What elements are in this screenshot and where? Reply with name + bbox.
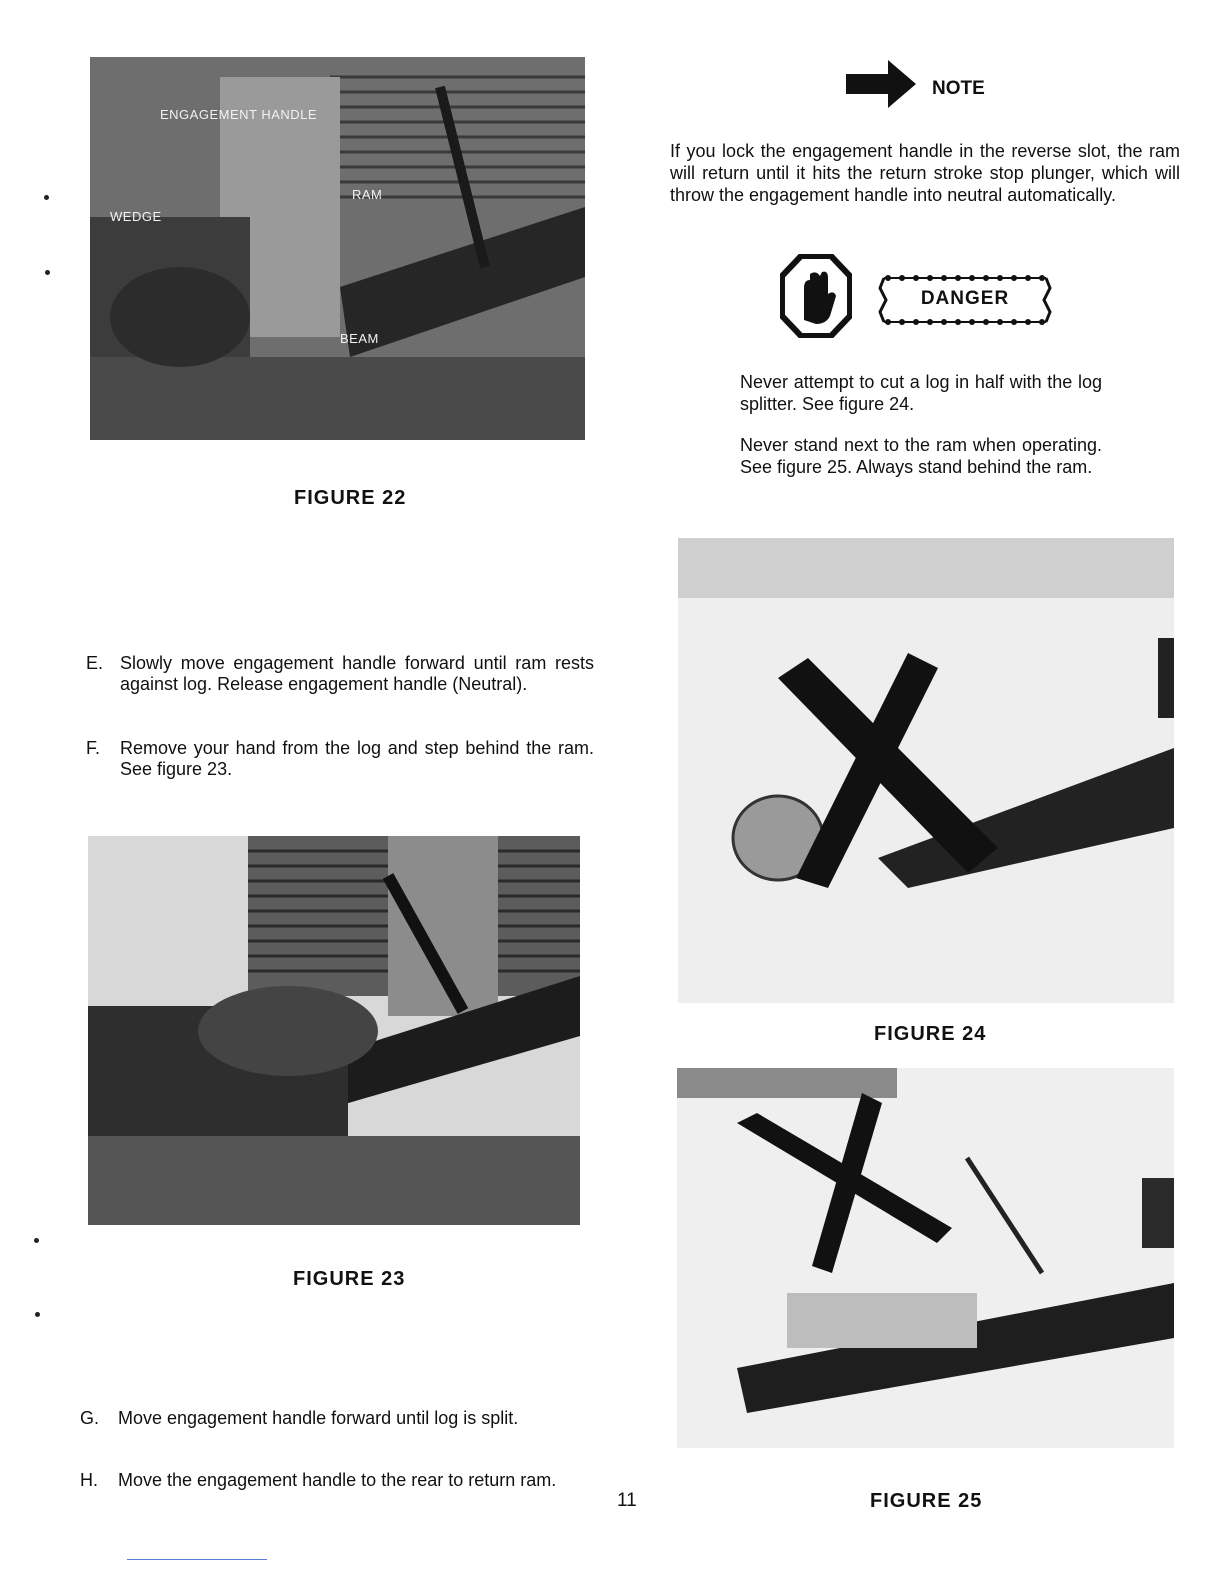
- figure-24-illustration: [678, 538, 1174, 1003]
- scan-mark: [35, 1312, 40, 1317]
- danger-paragraph-2: Never stand next to the ram when operating. See figure 25. Always stand behind the ram.: [740, 435, 1102, 477]
- step-g-letter: G.: [80, 1408, 100, 1428]
- label-beam: BEAM: [340, 331, 379, 346]
- step-f-letter: F.: [86, 738, 101, 758]
- scan-mark: [45, 270, 50, 275]
- note-arrow-icon: [846, 58, 916, 110]
- figure-22-caption: FIGURE 22: [294, 487, 407, 509]
- danger-paragraph-1: Never attempt to cut a log in half with the log splitter. See figure 24.: [740, 372, 1102, 414]
- danger-banner: [878, 274, 1052, 326]
- figure-22-photo: [90, 57, 585, 440]
- step-e: [86, 653, 594, 719]
- figure-25-illustration: [677, 1068, 1174, 1448]
- step-g-text: Move engagement handle forward until log is split.: [118, 1408, 519, 1428]
- figure-25-photo: [677, 1068, 1174, 1448]
- figure-25-caption: FIGURE 25: [870, 1490, 983, 1512]
- label-ram: RAM: [352, 187, 383, 202]
- figure-23-caption: FIGURE 23: [293, 1268, 406, 1290]
- figure-23-photo: [88, 836, 580, 1225]
- step-g: [80, 1408, 590, 1452]
- danger-label: DANGER: [920, 288, 1010, 309]
- step-h-text: Move the engagement handle to the rear to return ram.: [118, 1470, 557, 1490]
- label-wedge: WEDGE: [110, 209, 162, 224]
- step-h-letter: H.: [80, 1470, 98, 1490]
- figure-24-caption: FIGURE 24: [874, 1023, 987, 1045]
- scan-line: [127, 1559, 267, 1560]
- note-label: NOTE: [932, 78, 985, 99]
- figure-24-photo: [678, 538, 1174, 1003]
- step-h: [80, 1470, 590, 1514]
- note-text: If you lock the engagement handle in the reverse slot, the ram will return until it hits the return stroke stop plunger, which will throw the engagement handle into neutral automatically.: [670, 141, 1180, 205]
- step-f-text: Remove your hand from the log and step behind the ram. See figure 23.: [120, 738, 594, 779]
- step-f: [86, 738, 594, 782]
- label-engagement-handle: ENGAGEMENT HANDLE: [160, 107, 318, 122]
- scan-mark: [44, 195, 49, 200]
- scan-mark: [34, 1238, 39, 1243]
- page-number: 11: [617, 1490, 637, 1511]
- figure-23-illustration: [88, 836, 580, 1225]
- step-e-letter: E.: [86, 653, 104, 673]
- stop-hand-icon: [780, 254, 852, 338]
- step-e-text: Slowly move engagement handle forward until ram rests against log. Release engagement handle (Neutral).: [120, 653, 594, 694]
